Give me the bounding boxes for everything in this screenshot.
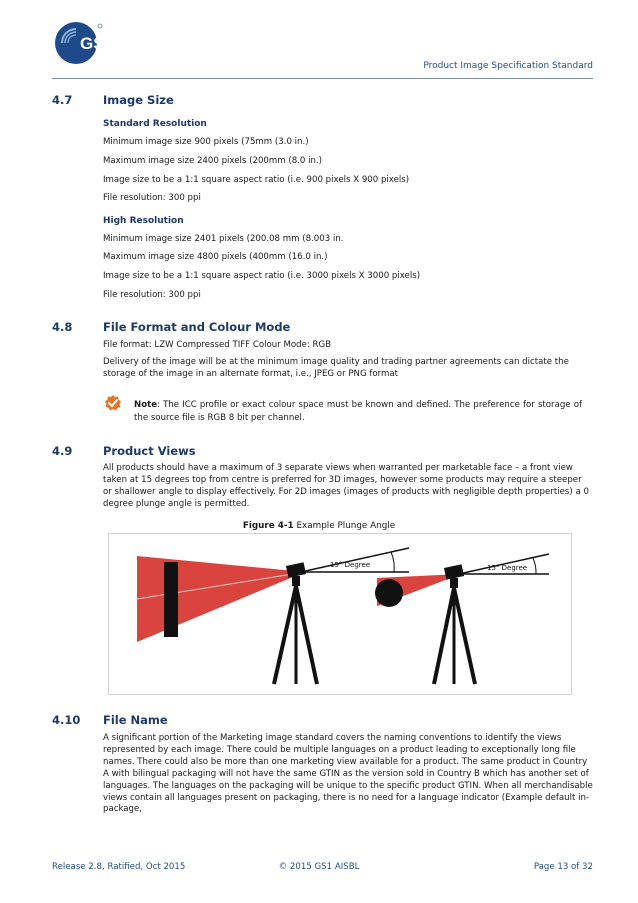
section-number-4-9: 4.9 xyxy=(52,444,73,458)
gs1-logo xyxy=(52,18,128,68)
section-number-4-7: 4.7 xyxy=(52,93,73,107)
section-title-product-views: Product Views xyxy=(103,444,196,458)
section-title-image-size: Image Size xyxy=(103,93,174,107)
file-name-paragraph: A significant portion of the Marketing image standard covers the naming conventions to identify the views represented by each image. There could be multiple languages on a product leading to exceptionally long file names. There could also be more than one marketing view available for a product. The same product in Country A with bilingual packaging will not have the same GTIN as the version sold in Country B which has another set of languages. The languages on the packaging will be unique to the specific product GTIN. When all merchandisable views contain all languages present on packaging, there is no need for a language indicator (Example default in-package, xyxy=(103,733,593,815)
high-line-max: Maximum image size 4800 pixels (400mm (16.0 in.) xyxy=(103,252,328,262)
std-line-resolution: File resolution: 300 ppi xyxy=(103,193,201,203)
plunge-angle-figure xyxy=(108,533,572,695)
camera-right xyxy=(444,564,464,579)
figure-caption xyxy=(0,521,638,531)
high-line-min: Minimum image size 2401 pixels (200.08 mm (8.003 in. xyxy=(103,234,344,244)
std-line-max: Maximum image size 2400 pixels (200mm (8.0 in.) xyxy=(103,156,323,166)
note-label: Note xyxy=(134,400,158,410)
note-text: : The ICC profile or exact colour space must be known and defined. The preference for storage of the source file is RGB 8 bit per channel. xyxy=(134,400,582,423)
angle-label-right: 15° Degree xyxy=(487,564,528,572)
section-title-file-format: File Format and Colour Mode xyxy=(103,320,291,334)
subheading-high-resolution: High Resolution xyxy=(103,216,184,226)
document-title: Product Image Specification Standard xyxy=(423,61,593,71)
check-icon xyxy=(104,394,122,412)
file-format-line: File format: LZW Compressed TIFF Colour Mode: RGB xyxy=(103,340,332,350)
flat-product-left xyxy=(164,562,178,637)
footer-page-number: Page 13 of 32 xyxy=(533,862,593,872)
high-line-resolution: File resolution: 300 ppi xyxy=(103,290,201,300)
gs1-logo-icon xyxy=(52,18,128,68)
figure-label: Figure 4-1 xyxy=(242,521,294,531)
std-line-min: Minimum image size 900 pixels (75mm (3.0 in.) xyxy=(103,137,309,147)
angle-label-left: 15° Degree xyxy=(330,561,371,569)
section-number-4-10: 4.10 xyxy=(52,713,81,727)
plunge-angle-illustration xyxy=(109,534,571,694)
footer-release: Release 2.8, Ratified, Oct 2015 xyxy=(52,862,186,872)
note-block xyxy=(134,399,582,424)
std-line-ratio: Image size to be a 1:1 square aspect ratio (i.e. 900 pixels X 900 pixels) xyxy=(103,175,410,185)
section-number-4-8: 4.8 xyxy=(52,320,73,334)
camera-left xyxy=(286,562,306,577)
round-product-right xyxy=(375,579,403,607)
logo-text: GS1 xyxy=(80,34,115,53)
figure-caption-text: Example Plunge Angle xyxy=(293,521,396,531)
footer-copyright: © 2015 GS1 AISBL xyxy=(278,862,360,872)
subheading-standard-resolution: Standard Resolution xyxy=(103,119,207,129)
file-format-paragraph: Delivery of the image will be at the minimum image quality and trading partner agreements can dictate the storage of the image in an alternate format, i.e., JPEG or PNG format xyxy=(103,357,569,379)
high-line-ratio: Image size to be a 1:1 square aspect ratio (i.e. 3000 pixels X 3000 pixels) xyxy=(103,271,421,281)
view-cone-left xyxy=(137,556,305,642)
section-title-file-name: File Name xyxy=(103,713,168,727)
header-rule xyxy=(52,78,593,79)
product-views-paragraph: All products should have a maximum of 3 separate views when warranted per marketable face – a front view taken at 15 degrees top from centre is preferred for 3D images, however some products may require a steeper or shallower angle to display effectively. For 2D images (images of products with negligible depth properties) a 0 degree plunge angle is permitted. xyxy=(103,463,589,509)
